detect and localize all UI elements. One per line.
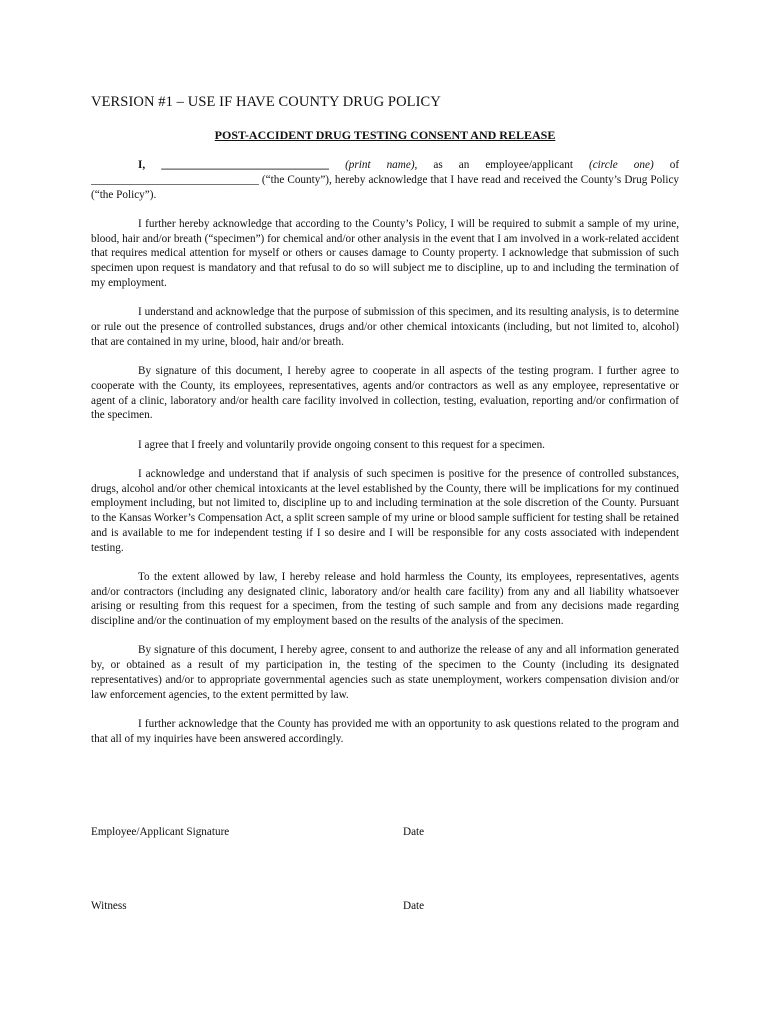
of-text: of [669, 159, 680, 171]
paragraph-release: To the extent allowed by law, I hereby release and hold harmless the County, its employees, representatives, agents and/or contractors (including any designated clinic, laboratory and/or health care facility) from any and all liability whatsoever arising or resulting from this request for a specimen, from the testing of such sample and from any decisions made regarding discipline and/or the continuation of my employment based on the results of the analysis of the specimen. [91, 570, 679, 628]
version-heading: VERSION #1 – USE IF HAVE COUNTY DRUG POLICY [91, 94, 441, 110]
paragraph-implications: I acknowledge and understand that if analysis of such specimen is positive for the presence of controlled substances, drugs, alcohol and/or other chemical intoxicants at the level established by the County, there will be implications for my continued employment including, but not limited to, discipline up to and including termination at the sole discretion of the County. Pursuant to the Kansas Worker’s Compensation Act, a split screen sample of my urine or blood sample sufficient for testing shall be retained and is available to me for independent testing if I so desire and I will be responsible for any costs associated with independent testing. [91, 467, 679, 554]
paragraph-authorization: By signature of this document, I hereby agree, consent to and authorize the release of any and all information generated by, or obtained as a result of my participation in, the testing of the specimen to the County (including its designated representatives) and/or to appropriate governmental agencies such as state unemployment, workers compensation division and/or law enforcement agencies, to the extent permitted by law. [91, 644, 679, 701]
name-blank: ______________________________ [161, 159, 330, 171]
intro-paragraph [91, 158, 679, 202]
intro-rest: (“the County”), hereby acknowledge that I have read and received the County’s Drug Policy (“the Policy”). [91, 173, 679, 201]
paragraph-questions: I further acknowledge that the County has provided me with an opportunity to ask questions related to the program and that all of my inquiries have been answered accordingly. [91, 718, 679, 745]
intro-lead: I, [138, 159, 146, 171]
employee-date-label: Date [403, 826, 425, 838]
paragraph-consent: I agree that I freely and voluntarily provide ongoing consent to this request for a specimen. [138, 438, 545, 451]
as-an-text: , as an employee/applicant [414, 159, 573, 171]
witness-date-label: Date [403, 900, 425, 912]
document-title: POST-ACCIDENT DRUG TESTING CONSENT AND RELEASE [214, 128, 556, 142]
paragraph-specimen-requirement: I further hereby acknowledge that according to the County’s Policy, I will be required to submit a sample of my urine, blood, hair and/or breath (“specimen”) for chemical and/or other analysis in the event that I am involved in a work-related accident that requires medical attention for myself or others or causes damage to County property. I acknowledge that submission of such specimen upon request is mandatory and that refusal to do so will subject me to discipline, up to and including the termination of my employment. [91, 217, 679, 289]
paragraph-cooperation: By signature of this document, I hereby agree to cooperate in all aspects of the testing program. I further agree to cooperate with the County, its employees, representatives, agents and/or contractors as well as any employee, representative or agent of a clinic, laboratory and/or health care facility involved in collection, testing, evaluation, reporting and/or confirmation of the specimen. [91, 364, 679, 422]
paragraph-purpose: I understand and acknowledge that the purpose of submission of this specimen, and its resulting analysis, is to determine or rule out the presence of controlled substances, drugs and/or other chemical intoxicants (including, but not limited to, alcohol) that are contained in my urine, blood, hair and/or breath. [91, 306, 679, 348]
witness-label: Witness [91, 900, 127, 912]
document-body [91, 158, 679, 761]
employee-signature-label: Employee/Applicant Signature [91, 826, 230, 838]
county-blank: ______________________________ [91, 173, 259, 186]
circle-one-note: (circle one) [588, 159, 654, 171]
print-name-note: (print name) [345, 159, 415, 171]
